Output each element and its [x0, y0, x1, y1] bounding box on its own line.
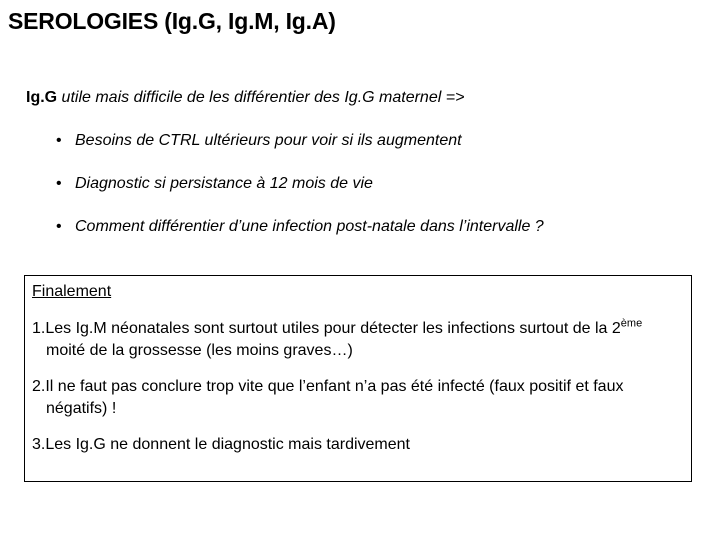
bullet-text: Comment différentier d’une infection post-natale dans l’intervalle ?	[75, 218, 544, 235]
bullet-list	[56, 132, 544, 261]
bullet-text: Diagnostic si persistance à 12 mois de vie	[75, 175, 373, 192]
bullet-item	[56, 218, 544, 261]
intro-line	[26, 89, 464, 107]
bullet-dot-icon: •	[56, 175, 62, 192]
conclusion-item-3: 3.Les Ig.G ne donnent le diagnostic mais tardivement	[32, 436, 410, 453]
bullet-item	[56, 175, 544, 218]
bullet-dot-icon: •	[56, 132, 62, 149]
intro-text: utile mais difficile de les différentier des Ig.G maternel =>	[57, 89, 465, 106]
intro-lead: Ig.G	[26, 89, 58, 106]
slide-title: SEROLOGIES (Ig.G, Ig.M, Ig.A)	[8, 8, 336, 34]
conclusion-item-1-text-end: moité de la grossesse (les moins graves…)	[46, 342, 353, 359]
conclusion-item-2: 2.Il ne faut pas conclure trop vite que l’enfant n’a pas été infecté (faux positif et faux négatifs) !	[32, 378, 624, 417]
conclusion-item-1	[32, 318, 681, 362]
bullet-text: Besoins de CTRL ultérieurs pour voir si ils augmentent	[75, 132, 462, 149]
bullet-item	[56, 132, 544, 175]
conclusion-heading: Finalement	[32, 283, 112, 300]
conclusion-item-1-text: 1.Les Ig.M néonatales sont surtout utiles pour détecter les infections surtout de la 2	[32, 320, 621, 337]
conclusion-box	[24, 275, 692, 482]
bullet-dot-icon: •	[56, 218, 62, 235]
ordinal-suffix: ème	[620, 317, 643, 330]
